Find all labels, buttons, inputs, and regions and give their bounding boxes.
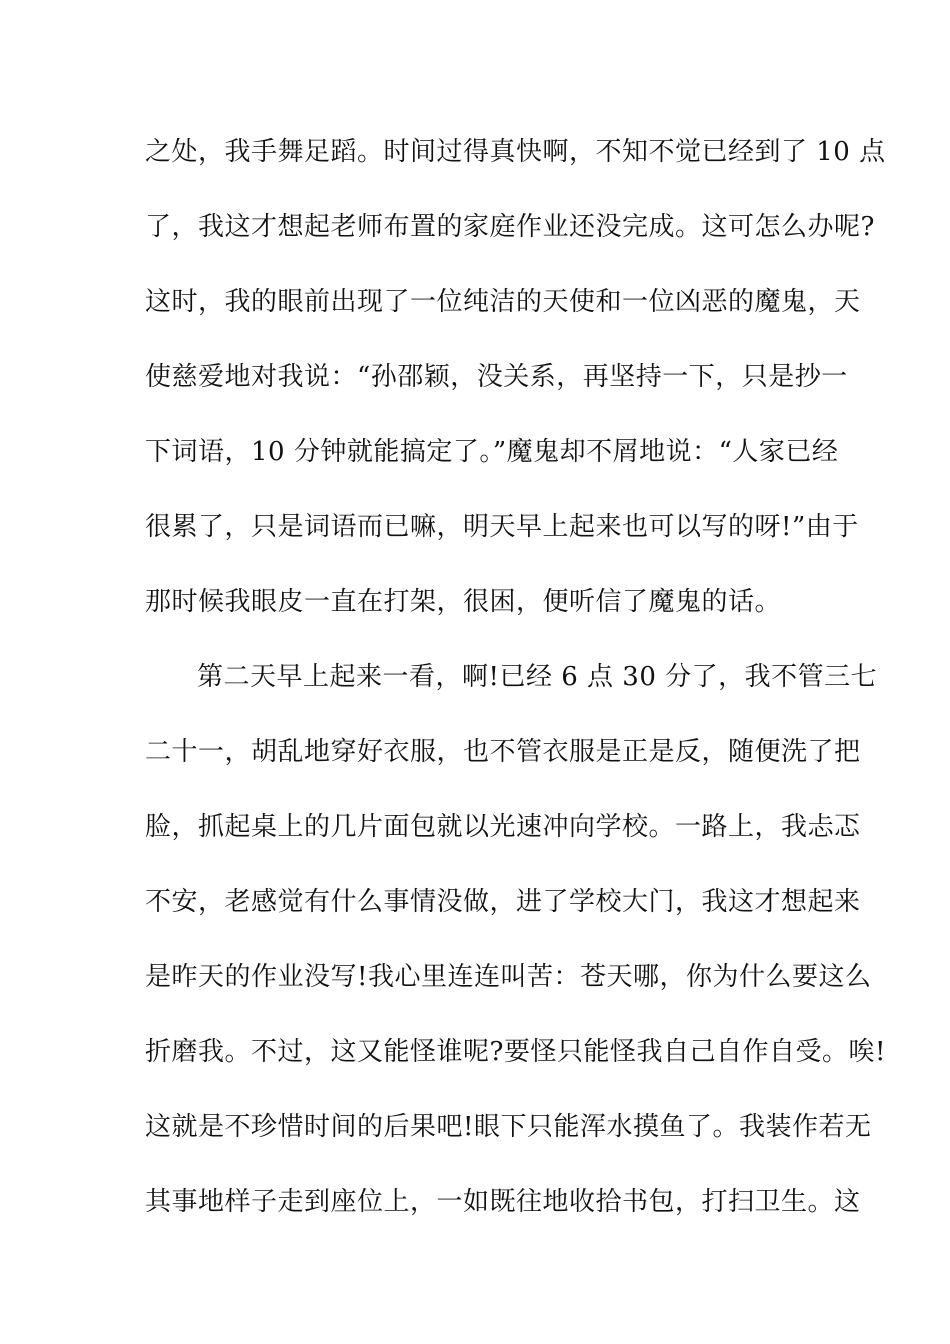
text-line-8: 第二天早上起来一看，啊!已经 6 点 30 分了，我不管三七 bbox=[197, 662, 878, 692]
text-line-13: 折磨我。不过，这又能怪谁呢?要怪只能怪我自己自作自受。唉! bbox=[145, 1037, 886, 1067]
text-line-3: 这时，我的眼前出现了一位纯洁的天使和一位凶恶的魔鬼，天 bbox=[145, 287, 861, 317]
text-line-10: 脸，抓起桌上的几片面包就以光速冲向学校。一路上，我忐忑 bbox=[145, 812, 861, 842]
text-line-2: 了，我这才想起老师布置的家庭作业还没完成。这可怎么办呢? bbox=[145, 212, 875, 242]
text-line-9: 二十一，胡乱地穿好衣服，也不管衣服是正是反，随便洗了把 bbox=[145, 737, 861, 767]
text-line-12: 是昨天的作业没写!我心里连连叫苦：苍天哪，你为什么要这么 bbox=[145, 962, 872, 992]
text-line-5: 下词语，10 分钟就能搞定了。”魔鬼却不屑地说：“人家已经 bbox=[145, 437, 839, 467]
text-line-7: 那时候我眼皮一直在打架，很困，便听信了魔鬼的话。 bbox=[145, 587, 782, 617]
text-line-15: 其事地样子走到座位上，一如既往地收拾书包，打扫卫生。这 bbox=[145, 1187, 861, 1217]
text-line-6: 很累了，只是词语而已嘛，明天早上起来也可以写的呀!”由于 bbox=[145, 512, 859, 542]
text-line-4: 使慈爱地对我说：“孙邵颖，没关系，再坚持一下，只是抄一 bbox=[145, 362, 848, 392]
text-line-14: 这就是不珍惜时间的后果吧!眼下只能浑水摸鱼了。我装作若无 bbox=[145, 1112, 872, 1142]
text-line-11: 不安，老感觉有什么事情没做，进了学校大门，我这才想起来 bbox=[145, 887, 861, 917]
text-line-1: 之处，我手舞足蹈。时间过得真快啊，不知不觉已经到了 10 点 bbox=[145, 137, 886, 167]
